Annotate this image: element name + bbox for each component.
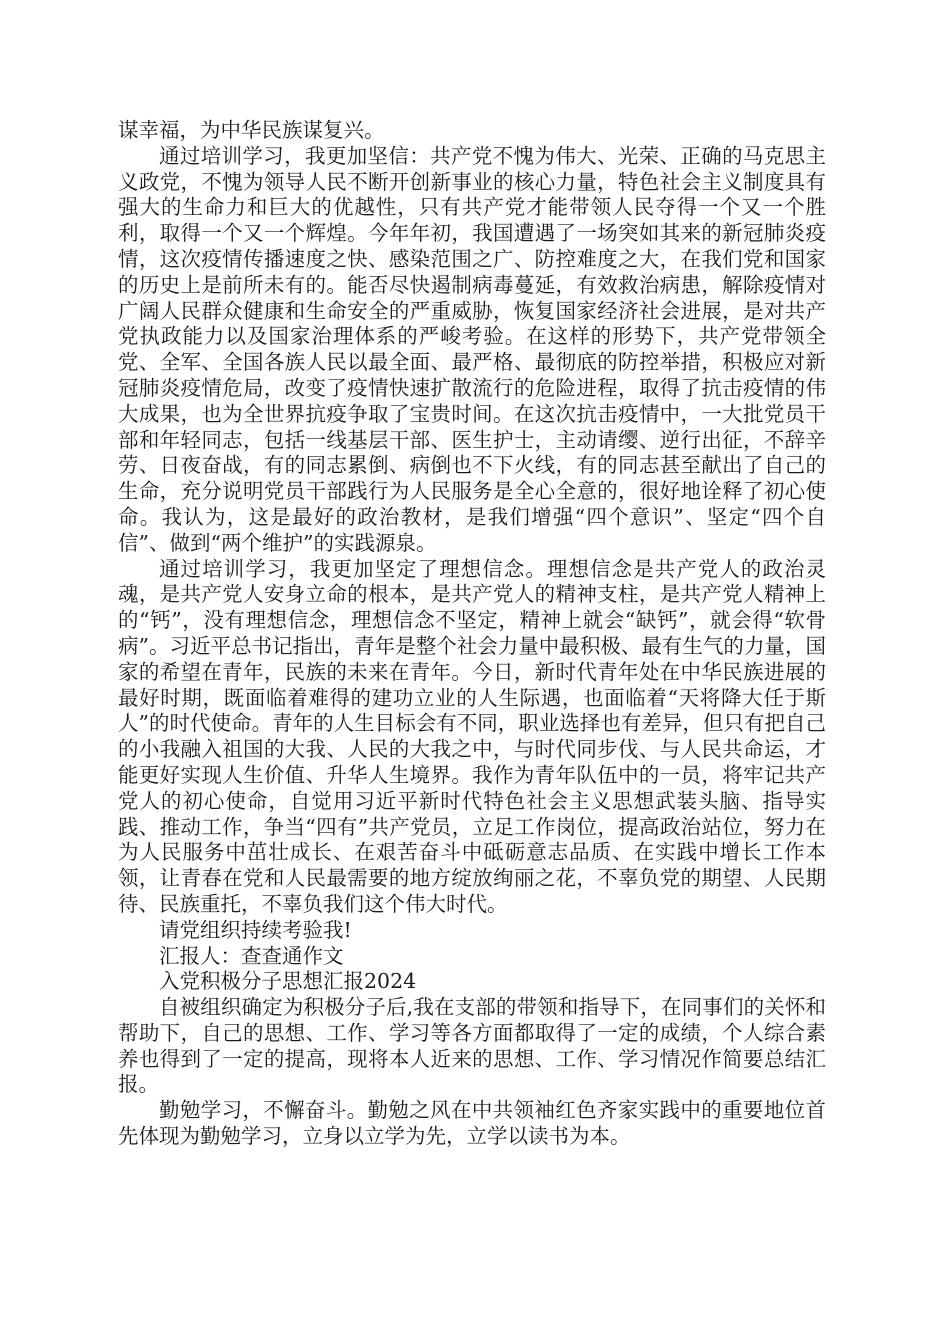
document-body	[118, 118, 826, 1150]
paragraph-closing-request: 请党组织持续考验我!	[159, 917, 352, 942]
paragraph-ideals: 通过培训学习，我更加坚定了理想信念。理想信念是共产党人的政治灵魂，是共产党人安身立命的根本，是共产党人的精神支柱，是共产党人精神上的“钙”，没有理想信念，理想信念不坚定，精神上就会“缺钙”，就会得“软骨病”。习近平总书记指出，青年是整个社会力量中最积极、最有生气的力量，国家的希望在青年，民族的未来在青年。今日，新时代青年处在中华民族进展的最好时期，既面临着难得的建功立业的人生际遇，也面临着“天将降大任于斯人”的时代使命。青年的人生目标会有不同，职业选择也有差异，但只有把自己的小我融入祖国的大我、人民的大我之中，与时代同步伐、与人民共命运，才能更好实现人生价值、升华人生境界。我作为青年队伍中的一员，将牢记共产党人的初心使命，自觉用习近平新时代特色社会主义思想武装头脑、指导实践、推动工作，争当“四有”共产党员，立足工作岗位，提高政治站位，努力在为人民服务中茁壮成长、在艰苦奋斗中砥砺意志品质、在实践中增长工作本领，让青春在党和人民最需要的地方绽放绚丽之花，不辜负党的期望、人民期待、民族重托，不辜负我们这个伟大时代。	[118, 556, 826, 916]
reporter-signature: 汇报人：查查通作文	[159, 943, 344, 968]
paragraph-diligence: 勤勉学习，不懈奋斗。勤勉之风在中共领袖红色齐家实践中的重要地位首先体现为勤勉学习，立身以立学为先，立学以读书为本。	[118, 1098, 826, 1149]
paragraph-continuation: 谋幸福，为中华民族谋复兴。	[118, 118, 385, 142]
paragraph-belief: 通过培训学习，我更加坚信：共产党不愧为伟大、光荣、正确的马克思主义政党，不愧为领导人民不断开创新事业的核心力量，特色社会主义制度具有强大的生命力和巨大的优越性，只有共产党才能带领人民夺得一个又一个胜利，取得一个又一个辉煌。今年年初，我国遭遇了一场突如其来的新冠肺炎疫情，这次疫情传播速度之快、感染范围之广、防控难度之大，在我们党和国家的历史上是前所未有的。能否尽快遏制病毒蔓延，有效救治病患，解除疫情对广阔人民群众健康和生命安全的严重威胁，恢复国家经济社会进展，是对共产党执政能力以及国家治理体系的严峻考验。在这样的形势下，共产党带领全党、全军、全国各族人民以最全面、最严格、最彻底的防控举措，积极应对新冠肺炎疫情危局，改变了疫情快速扩散流行的危险进程，取得了抗击疫情的伟大成果，也为全世界抗疫争取了宝贵时间。在这次抗击疫情中，一大批党员干部和年轻同志，包括一线基层干部、医生护士，主动请缨、逆行出征，不辞辛劳、日夜奋战，有的同志累倒、病倒也不下火线，有的同志甚至献出了自己的生命，充分说明党员干部践行为人民服务是全心全意的，很好地诠释了初心使命。我认为，这是最好的政治教材，是我们增强“四个意识”、坚定“四个自信”、做到“两个维护”的实践源泉。	[118, 143, 826, 555]
paragraph-intro: 自被组织确定为积极分子后,我在支部的带领和指导下，在同事们的关怀和帮助下，自己的思想、工作、学习等各方面都取得了一定的成绩，个人综合素养也得到了一定的提高，现将本人近来的思想、工作、学习情况作简要总结汇报。	[118, 995, 826, 1097]
section-title: 入党积极分子思想汇报2024	[159, 969, 417, 994]
